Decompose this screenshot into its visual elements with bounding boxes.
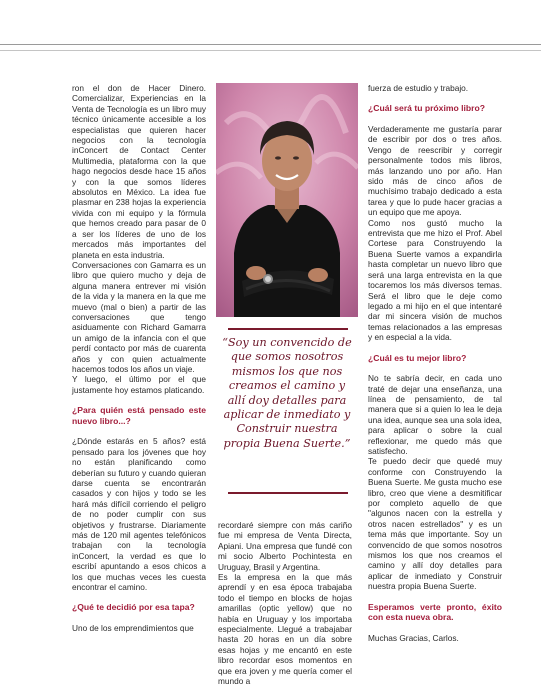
paragraph: Como nos gustó mucho la entrevista que me hizo el Prof. Abel Cortese para Construyendo la Buena Suerte vamos a expandirla hasta completar un nuevo libro que será una larga entrevista en la que tocaremos los más diversos temas. Será el libro que le deje como legado a mi hijo en el que intentaré dar mi sincera visión de muchos temas relacionados a las empresas y en especial a la vida. xyxy=(368,217,502,343)
paragraph: ¿Dónde estarás en 5 años? está pensado para los jóvenes que hoy no están planificando como deberían su futuro y cuando quieran darse cuenta se encontrarán casados y con hijos y todo se les hará más difícil corriendo el peligro de no poder cumplir con sus objetivos y frustrarse. Diariamente más de 120 mil agentes telefónicos trabajan con la tecnología inConcert, la verdad es que lo escribí apuntando a esos chicos a los que muchas veces les cuesta encontrar el camino. xyxy=(72,436,206,593)
paragraph: No te sabría decir, en cada uno traté de dejar una enseñanza, una línea de pensamiento, de tal manera que si a quien lo lea le deja una idea, aunque sea una sola idea, para aplicar o sobre la cual reflexionar, me quedo más que satisfecho. xyxy=(368,373,502,456)
article-column-middle xyxy=(218,520,352,687)
header-rule xyxy=(0,44,541,45)
paragraph: Verdaderamente me gustaría parar de escribir por dos o tres años. Vengo de reescribir y corregir personalmente todos mis libros, más lanzando uno por año. Han sido más de cinco años de muchísimo trabajo dedicado a esta tarea y que lo pude hacer gracias a un equipo que me apoya. xyxy=(368,124,502,218)
question-heading: ¿Cuál será tu próximo libro? xyxy=(368,103,485,114)
paragraph: Conversaciones con Gamarra es un libro que quiero mucho y deja de alguna manera entrever mi visión de la vida y la manera en la que me muevo (mal o bien) a partir de las conversaciones que tengo asiduamente con Richard Gamarra un amigo de la infancia con el que perdí contacto por más de cuarenta años y con quien actualmente hacemos todos los años un viaje. xyxy=(72,259,206,374)
author-photo xyxy=(216,83,358,317)
quote-rule-top xyxy=(228,328,348,330)
closing-line: Esperamos verte pronto, éxito con esta nueva obra. xyxy=(368,601,502,623)
article-column-left xyxy=(72,83,206,633)
question-heading: ¿Cuál es tu mejor libro? xyxy=(368,352,467,363)
header-rule-thin xyxy=(0,50,541,51)
paragraph: recordaré siempre con más cariño fue mi empresa de Venta Directa, Apiani. Una empresa que fundé con mi socio Alberto Pochintesta en Uruguay, Brasil y Argentina. xyxy=(218,520,352,572)
paragraph: ron el don de Hacer Dinero. Comercializar, Experiencias en la Venta de Tecnología es un libro muy técnico únicamente accesible a los especialistas que quieren hacer negocios con la tecnología inConcert de Contact Center Multimedia, plataforma con la que hago negocios desde hace 15 años y con la que somos líderes absolutos en México. La idea fue plasmar en 238 hojas la experiencia vivida con mi equipo y la fórmula que hemos creado para pasar de 0 a ser los líderes de uno de los mercados más importantes del planeta en esta industria. xyxy=(72,83,206,260)
article-column-right xyxy=(368,83,502,643)
paragraph: Es la empresa en la que más aprendí y en esa época trabajaba todo el tiempo en blocks de hojas amarillas (optic yellow) que no había en Uruguay y los importaba especialmente. Llegué a trabajabar hasta 20 horas en un día sobre esas hojas y me encantó en este libro recordar esos momentos en que era joven y me quería comer el mundo a xyxy=(218,572,352,687)
quote-rule-bottom xyxy=(228,492,348,494)
paragraph: Y luego, el último por el que justamente hoy estamos platicando. xyxy=(72,374,206,395)
question-heading: ¿Qué te decidió por esa tapa? xyxy=(72,602,195,613)
paragraph: Uno de los emprendimientos que xyxy=(72,623,194,634)
signoff: Muchas Gracias, Carlos. xyxy=(368,632,459,643)
pull-quote: “Soy un convencido de que somos nosotros mismos los que nos creamos el camino y allí doy detalles para aplicar de inmediato y Construir nuestra propia Buena Suerte.” xyxy=(222,336,352,450)
question-heading: ¿Para quién está pensado este nuevo libro...? xyxy=(72,405,206,426)
paragraph: Te puedo decir que quedé muy conforme con Construyendo la Buena Suerte. Me gusta mucho ese libro, creo que viene a desmitificar por completo aquello de que "algunos nacen con la estrella y otros nacen estrellados" y es un tema más que importante. Soy un convencido de que somos nosotros mismos los que nos creamos el camino y allí doy detalles para aplicar de inmediato y Construir nuestra propia Buena Suerte. xyxy=(368,456,502,592)
paragraph: fuerza de estudio y trabajo. xyxy=(368,83,469,93)
